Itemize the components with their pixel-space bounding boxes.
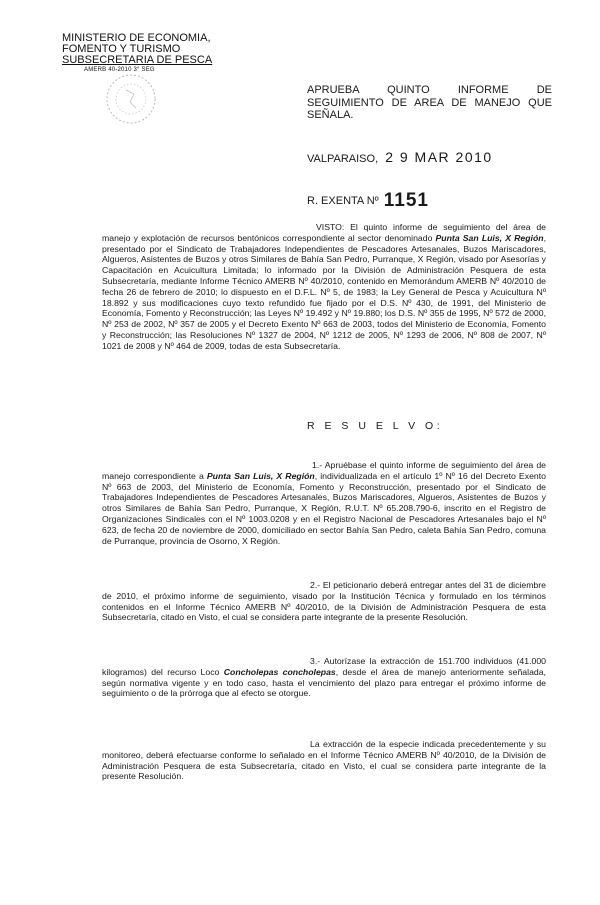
article-3-lead: 3.- Autorízase la extracción de 151.700 individuos (41.000 kilogramos) del recurso Loco	[102, 656, 546, 677]
resuelvo-heading: R E S U E L V O:	[307, 420, 444, 432]
article-1-lead: 1.- Apruébase el quinto informe de seguimiento del área de manejo correspondiente a	[102, 460, 546, 481]
ministry-line-2: FOMENTO Y TURISMO	[62, 43, 181, 55]
visto-text-2: , presentado por el Sindicato de Trabajadores Independientes de Pescadores Artesanales, Buzos Mariscadores, Algueros, Asistentes de Buzos y otros Similares de Bahía San Pedro, Purranque, X Región, visado por Asesorías y Capacitación en Acuicultura Limitada; lo informado por la División de Administración Pesquera de esta Subsecretaría, mediante Informe Técnico AMERB Nº 40/2010, contenido en Memorándum AMERB Nº 40/2010 de fecha 26 de febrero de 2010; lo dispuesto en el D.F.L. Nº 5, de 1983; la Ley General de Pesca y Acuicultura Nº 18.892 y sus modificaciones cuyo texto refundido fue fijado por el D.S. Nº 430, de 1991, del Ministerio de Economía, Fomento y Reconstrucción; las Leyes Nº 19.492 y Nº 19.880; los D.S. Nº 355 de 1995, Nº 572 de 2000, Nº 253 de 2002, Nº 357 de 2005 y el Decreto Exento Nº 663 de 2003, todos del Ministerio de Economía, Fomento y Reconstrucción; las Resoluciones Nº 1327 de 2004, Nº 1212 de 2005, Nº 1293 de 2006, Nº 808 de 2007, Nº 1021 de 2008 y Nº 464 de 2009, todas de esta Subsecretaría.	[102, 232, 546, 351]
extraction-text: La extracción de la especie indicada precedentemente y su monitoreo, deberá efectuarse conforme lo señalado en el Informe Técnico AMERB Nº 40/2010, de la División de Administración Pesquera de esta Subsecretaría, citado en Visto, el cual se considera parte integrante de la presente Resolución.	[102, 739, 546, 782]
resolution-subject: APRUEBA QUINTO INFORME DE SEGUIMIENTO DE AREA DE MANEJO QUE SEÑALA.	[307, 84, 552, 122]
article-1-paragraph	[102, 460, 546, 546]
article-1-place: Punta San Luis, X Región	[206, 470, 315, 481]
visto-paragraph	[102, 222, 546, 352]
place-date-line	[307, 149, 493, 165]
ministry-line-1: MINISTERIO DE ECONOMIA,	[62, 32, 211, 44]
exenta-label: R. EXENTA Nº	[307, 195, 379, 207]
ministry-header	[62, 33, 212, 74]
article-3-extraction-paragraph	[102, 739, 546, 782]
ministry-line-3: SUBSECRETARIA DE PESCA	[62, 54, 213, 66]
visto-text-1: El quinto informe de seguimiento del área de manejo y explotación de recursos bentónicos correspondiente al sector denominado	[102, 222, 546, 243]
official-seal-icon	[104, 72, 158, 126]
resolution-date: 2 9 MAR 2010	[385, 149, 493, 165]
article-3-species: Concholepas concholepas	[223, 666, 336, 677]
article-1-text: , individualizada en el artículo 1º Nº 16 del Decreto Exento Nº 663 de 2003, del Ministerio de Economía, Fomento y Reconstrucción, presentado por el Sindicato de Trabajadores Independientes de Pescadores Artesanales, Buzos Mariscadores, Algueros, Asistentes de Buzos y otros Similares de Bahía San Pedro, Purranque, X Región, R.U.T. Nº 65.208.790-6, inscrito en el Registro de Organizaciones Sindicales con el Nº 1003.0208 y en el Registro Nacional de Pescadores Artesanales bajo el Nº 623, de fecha 20 de noviembre de 2000, domiciliado en sector Bahía San Pedro, caleta Bahía San Pedro, comuna de Purranque, provincia de Osorno, X Región.	[102, 470, 546, 546]
city: VALPARAISO,	[307, 153, 379, 165]
visto-place: Punta San Luis, X Región	[435, 232, 544, 243]
article-3-paragraph	[102, 656, 546, 699]
article-2-text: 2.- El peticionario deberá entregar antes del 31 de diciembre de 2010, el próximo informe de seguimiento, visado por la Institución Técnica y formulado en los términos contenidos en el Informe Técnico AMERB Nº 40/2010, de la División de Administración Pesquera de esta Subsecretaría, citado en Visto, el cual se considera parte integrante de la presente Resolución.	[102, 580, 546, 623]
resolution-number: 1151	[383, 190, 429, 211]
resolution-number-line	[307, 188, 429, 210]
visto-lead: VISTO:	[316, 222, 345, 232]
file-reference: AMERB 40-2010 3° SEG	[84, 67, 155, 73]
article-2-paragraph	[102, 580, 546, 623]
article-3-text: , desde el área de manejo anteriormente señalada, según normativa vigente y en todo caso, hasta el vencimiento del plazo para entregar el próximo informe de seguimiento o de la prórroga que al efecto se otorgue.	[102, 666, 546, 699]
